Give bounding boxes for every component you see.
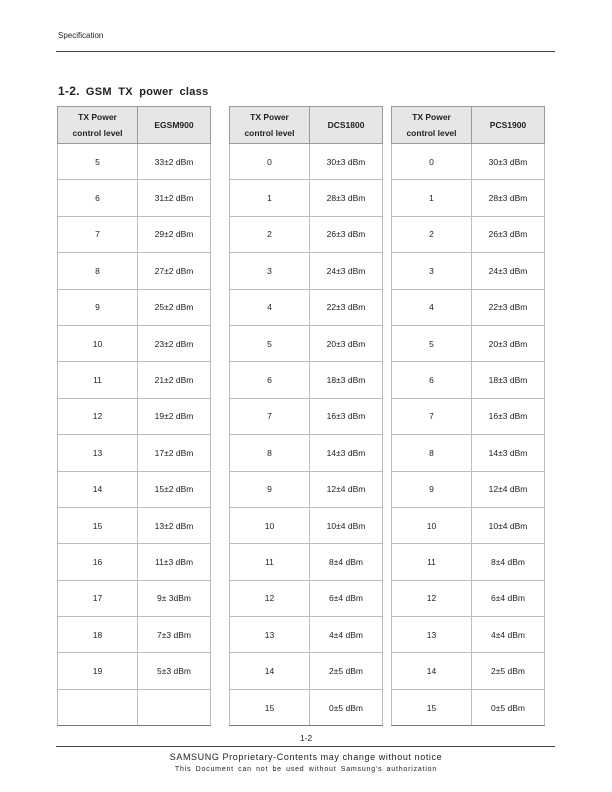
output-power-cell: 31±2 dBm — [138, 180, 211, 216]
column-header-band: PCS1900 — [472, 107, 545, 144]
table-row — [392, 435, 545, 471]
power-level-cell: 10 — [230, 507, 310, 543]
column-header-level: TX Power control level — [58, 107, 138, 144]
power-level-cell: 2 — [230, 216, 310, 252]
output-power-cell: 10±4 dBm — [310, 507, 383, 543]
power-level-cell: 19 — [58, 653, 138, 689]
table-row — [58, 398, 211, 434]
output-power-cell: 2±5 dBm — [472, 653, 545, 689]
output-power-cell: 2±5 dBm — [310, 653, 383, 689]
column-header-level: TX Power control level — [230, 107, 310, 144]
table-row — [230, 180, 383, 216]
power-level-cell: 11 — [230, 544, 310, 580]
output-power-cell — [138, 689, 211, 725]
power-level-cell: 7 — [230, 398, 310, 434]
power-level-cell: 4 — [230, 289, 310, 325]
power-level-cell: 9 — [392, 471, 472, 507]
table-row — [58, 471, 211, 507]
table-row — [58, 689, 211, 725]
column-header-level: TX Power control level — [392, 107, 472, 144]
power-level-cell: 5 — [58, 144, 138, 180]
table-row — [58, 144, 211, 180]
table-row — [58, 653, 211, 689]
output-power-cell: 16±3 dBm — [310, 398, 383, 434]
power-level-cell: 18 — [58, 617, 138, 653]
table-row — [392, 325, 545, 361]
power-level-cell: 7 — [392, 398, 472, 434]
table-row — [392, 144, 545, 180]
table-row — [392, 544, 545, 580]
power-level-cell: 15 — [392, 689, 472, 725]
table-row — [392, 362, 545, 398]
output-power-cell: 20±3 dBm — [472, 325, 545, 361]
output-power-cell: 18±3 dBm — [472, 362, 545, 398]
column-header-band: DCS1800 — [310, 107, 383, 144]
table-row — [392, 398, 545, 434]
output-power-cell: 21±2 dBm — [138, 362, 211, 398]
power-level-cell: 6 — [230, 362, 310, 398]
pcs1900-power-table — [391, 106, 545, 726]
power-level-cell: 7 — [58, 216, 138, 252]
output-power-cell: 27±2 dBm — [138, 253, 211, 289]
output-power-cell: 23±2 dBm — [138, 325, 211, 361]
power-level-cell: 8 — [230, 435, 310, 471]
output-power-cell: 5±3 dBm — [138, 653, 211, 689]
table-row — [58, 435, 211, 471]
table-row — [392, 653, 545, 689]
output-power-cell: 28±3 dBm — [472, 180, 545, 216]
table-row — [230, 617, 383, 653]
table-row — [392, 289, 545, 325]
table-row — [58, 325, 211, 361]
output-power-cell: 4±4 dBm — [310, 617, 383, 653]
power-level-cell: 14 — [58, 471, 138, 507]
output-power-cell: 8±4 dBm — [310, 544, 383, 580]
dcs1800-power-table — [229, 106, 383, 726]
power-level-cell: 0 — [392, 144, 472, 180]
table-row — [58, 253, 211, 289]
output-power-cell: 26±3 dBm — [472, 216, 545, 252]
table-row — [230, 580, 383, 616]
table-row — [230, 544, 383, 580]
table-row — [230, 507, 383, 543]
table-row — [392, 507, 545, 543]
power-level-cell: 3 — [392, 253, 472, 289]
output-power-cell: 33±2 dBm — [138, 144, 211, 180]
power-level-cell: 17 — [58, 580, 138, 616]
table-row — [230, 435, 383, 471]
power-level-cell: 9 — [230, 471, 310, 507]
column-header-band: EGSM900 — [138, 107, 211, 144]
table-row — [230, 289, 383, 325]
power-level-cell: 4 — [392, 289, 472, 325]
output-power-cell: 20±3 dBm — [310, 325, 383, 361]
power-level-cell: 9 — [58, 289, 138, 325]
power-level-cell: 6 — [58, 180, 138, 216]
power-level-cell: 15 — [58, 507, 138, 543]
output-power-cell: 12±4 dBm — [472, 471, 545, 507]
table-row — [58, 216, 211, 252]
output-power-cell: 29±2 dBm — [138, 216, 211, 252]
output-power-cell: 22±3 dBm — [310, 289, 383, 325]
output-power-cell: 12±4 dBm — [310, 471, 383, 507]
power-level-cell: 5 — [230, 325, 310, 361]
output-power-cell: 24±3 dBm — [310, 253, 383, 289]
power-level-cell: 12 — [230, 580, 310, 616]
header-divider — [56, 51, 555, 52]
egsm900-power-table — [57, 106, 211, 726]
table-row — [230, 144, 383, 180]
output-power-cell: 6±4 dBm — [310, 580, 383, 616]
table-row — [230, 362, 383, 398]
output-power-cell: 0±5 dBm — [310, 689, 383, 725]
output-power-cell: 11±3 dBm — [138, 544, 211, 580]
output-power-cell: 25±2 dBm — [138, 289, 211, 325]
power-level-cell: 2 — [392, 216, 472, 252]
output-power-cell: 16±3 dBm — [472, 398, 545, 434]
power-level-cell: 12 — [392, 580, 472, 616]
output-power-cell: 7±3 dBm — [138, 617, 211, 653]
table-row — [230, 325, 383, 361]
power-level-cell: 5 — [392, 325, 472, 361]
output-power-cell: 24±3 dBm — [472, 253, 545, 289]
footer-divider — [56, 746, 555, 747]
output-power-cell: 13±2 dBm — [138, 507, 211, 543]
table-row — [392, 216, 545, 252]
output-power-cell: 17±2 dBm — [138, 435, 211, 471]
power-level-cell: 11 — [392, 544, 472, 580]
section-number: 1-2. — [58, 84, 80, 98]
power-level-cell: 0 — [230, 144, 310, 180]
power-level-cell: 14 — [392, 653, 472, 689]
output-power-cell: 26±3 dBm — [310, 216, 383, 252]
power-level-cell: 8 — [392, 435, 472, 471]
output-power-cell: 15±2 dBm — [138, 471, 211, 507]
output-power-cell: 10±4 dBm — [472, 507, 545, 543]
power-level-cell: 10 — [58, 325, 138, 361]
output-power-cell: 8±4 dBm — [472, 544, 545, 580]
table-row — [230, 253, 383, 289]
table-row — [392, 253, 545, 289]
table-row — [392, 580, 545, 616]
output-power-cell: 19±2 dBm — [138, 398, 211, 434]
table-row — [58, 507, 211, 543]
power-level-cell: 1 — [392, 180, 472, 216]
power-level-cell: 10 — [392, 507, 472, 543]
output-power-cell: 14±3 dBm — [310, 435, 383, 471]
output-power-cell: 28±3 dBm — [310, 180, 383, 216]
running-header: Specification — [58, 31, 104, 40]
table-row — [58, 289, 211, 325]
output-power-cell: 30±3 dBm — [472, 144, 545, 180]
table-row — [58, 544, 211, 580]
table-row — [392, 180, 545, 216]
power-level-cell: 13 — [58, 435, 138, 471]
table-row — [58, 362, 211, 398]
power-level-cell: 15 — [230, 689, 310, 725]
table-row — [58, 180, 211, 216]
power-level-cell: 13 — [392, 617, 472, 653]
output-power-cell: 4±4 dBm — [472, 617, 545, 653]
output-power-cell: 14±3 dBm — [472, 435, 545, 471]
output-power-cell: 18±3 dBm — [310, 362, 383, 398]
table-row — [230, 653, 383, 689]
output-power-cell: 6±4 dBm — [472, 580, 545, 616]
power-level-cell: 3 — [230, 253, 310, 289]
table-row — [392, 689, 545, 725]
table-row — [392, 471, 545, 507]
power-level-cell: 1 — [230, 180, 310, 216]
section-heading — [58, 84, 209, 98]
power-level-cell: 13 — [230, 617, 310, 653]
table-row — [58, 580, 211, 616]
section-title: GSM TX power class — [85, 86, 209, 98]
table-row — [230, 689, 383, 725]
power-level-cell: 12 — [58, 398, 138, 434]
power-level-cell: 14 — [230, 653, 310, 689]
output-power-cell: 22±3 dBm — [472, 289, 545, 325]
table-row — [230, 471, 383, 507]
power-level-cell: 8 — [58, 253, 138, 289]
power-level-cell: 11 — [58, 362, 138, 398]
output-power-cell: 9± 3dBm — [138, 580, 211, 616]
output-power-cell: 30±3 dBm — [310, 144, 383, 180]
table-row — [58, 617, 211, 653]
footer-authorization: This Document can not be used without Samsung's authorization — [174, 766, 438, 773]
table-row — [230, 398, 383, 434]
page-number: 1-2 — [299, 733, 313, 743]
power-level-cell — [58, 689, 138, 725]
footer-notice: SAMSUNG Proprietary-Contents may change without notice — [169, 752, 443, 762]
table-row — [230, 216, 383, 252]
table-row — [392, 617, 545, 653]
output-power-cell: 0±5 dBm — [472, 689, 545, 725]
power-level-cell: 16 — [58, 544, 138, 580]
power-level-cell: 6 — [392, 362, 472, 398]
